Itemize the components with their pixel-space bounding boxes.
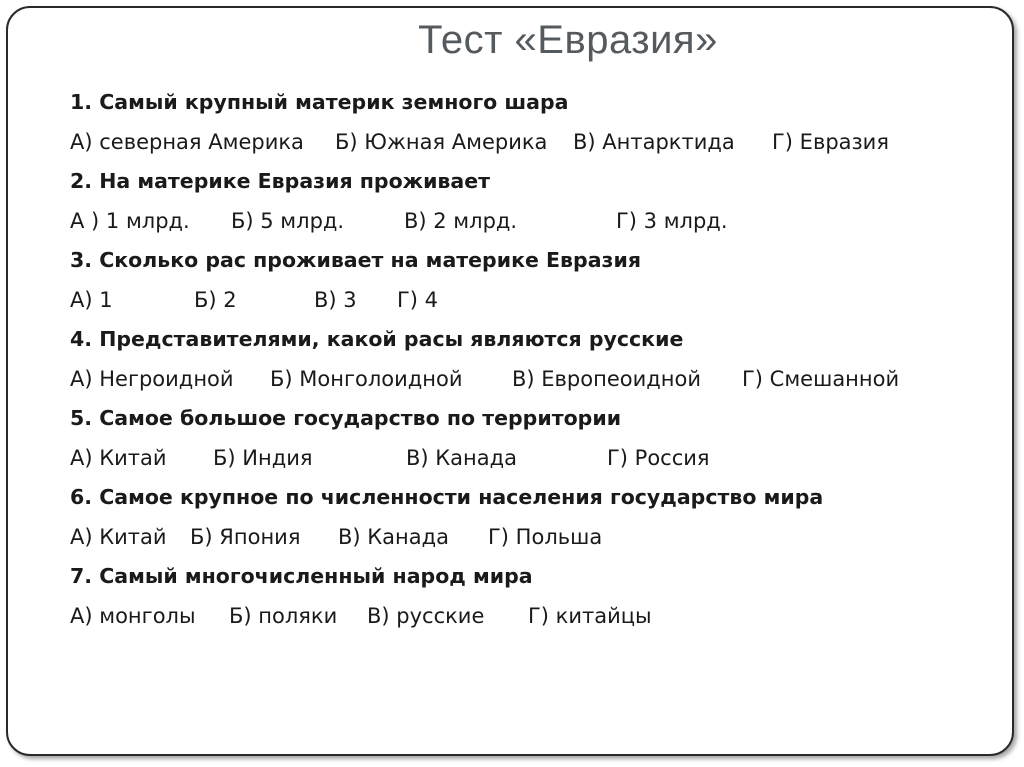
option-a: А) Китай [70, 445, 167, 470]
question-block [70, 557, 1000, 636]
question-text: 5. Самое большое государство по территории [70, 406, 622, 430]
question-text: 3. Сколько рас проживает на материке Евразия [70, 248, 641, 272]
question-block [70, 399, 1000, 478]
answer-options [70, 123, 1000, 163]
option-a: А ) 1 млрд. [70, 208, 190, 233]
option-d: Г) Польша [488, 524, 603, 549]
option-b: Б) Индия [213, 445, 313, 470]
option-b: Б) Монголоидной [270, 366, 463, 391]
option-d: Г) китайцы [528, 603, 652, 628]
option-d: Г) Евразия [772, 129, 889, 154]
question-block [70, 241, 1000, 320]
option-c: В) русские [367, 603, 485, 628]
option-d: Г) 4 [397, 287, 439, 312]
option-b: Б) Южная Америка [335, 129, 548, 154]
option-c: В) Европеоидной [512, 366, 701, 391]
option-d: Г) Смешанной [742, 366, 900, 391]
option-a: А) Китай [70, 524, 167, 549]
question-list [70, 83, 1000, 636]
option-a: А) северная Америка [70, 129, 304, 154]
question-text: 4. Представителями, какой расы являются русские [70, 327, 684, 351]
question-block [70, 162, 1000, 241]
question-block [70, 320, 1000, 399]
question-block [70, 83, 1000, 162]
question-block [70, 478, 1000, 557]
slide-title: Тест «Евразия» [418, 18, 718, 62]
option-c: В) Канада [406, 445, 518, 470]
question-text: 6. Самое крупное по численности населения государство мира [70, 485, 824, 509]
question-text: 7. Самый многочисленный народ мира [70, 564, 533, 588]
option-c: В) 2 млрд. [404, 208, 518, 233]
option-b: Б) 2 [194, 287, 237, 312]
option-c: В) 3 [314, 287, 357, 312]
option-c: В) Антарктида [573, 129, 735, 154]
option-b: Б) 5 млрд. [231, 208, 345, 233]
answer-options [70, 281, 1000, 321]
answer-options [70, 360, 1000, 400]
answer-options [70, 518, 1000, 558]
option-a: А) Негроидной [70, 366, 234, 391]
question-text: 2. На материке Евразия проживает [70, 169, 491, 193]
option-a: А) 1 [70, 287, 113, 312]
option-c: В) Канада [338, 524, 450, 549]
option-b: Б) поляки [229, 603, 338, 628]
option-d: Г) 3 млрд. [616, 208, 728, 233]
answer-options [70, 439, 1000, 479]
answer-options [70, 202, 1000, 242]
option-b: Б) Япония [190, 524, 301, 549]
option-a: А) монголы [70, 603, 196, 628]
option-d: Г) Россия [607, 445, 710, 470]
answer-options [70, 597, 1000, 637]
question-text: 1. Самый крупный материк земного шара [70, 90, 569, 114]
